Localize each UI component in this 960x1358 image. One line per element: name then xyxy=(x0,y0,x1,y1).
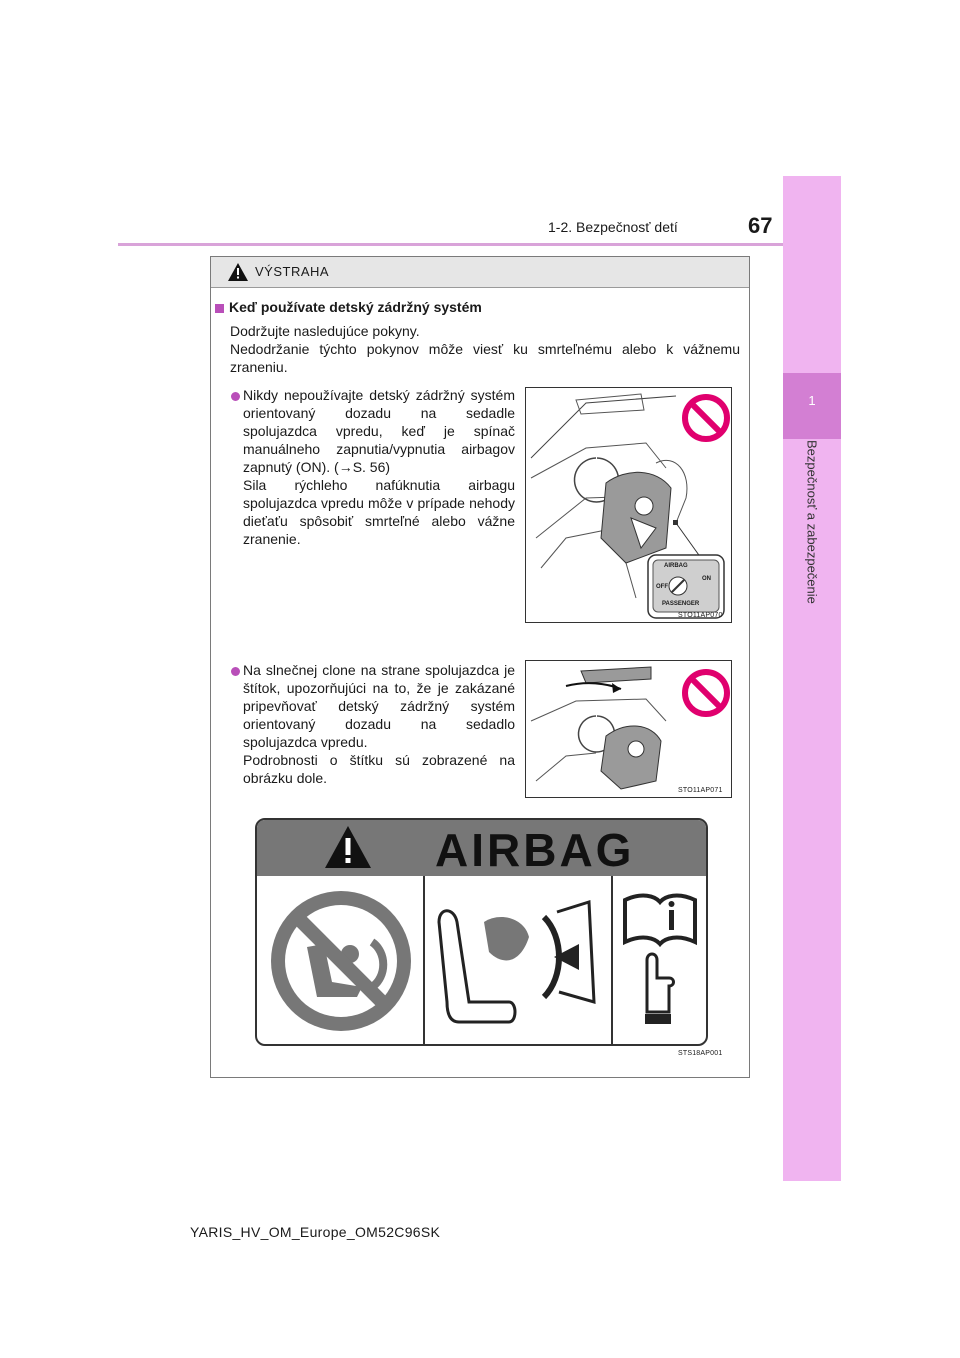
bullet-2-line-1: Na slnečnej clone na strane spolujazdca je štítok, upozorňujúci na to, že je zakázané pripevňovať detský zádržný systém orientovaný dozadu na sedadlo spolujazdca vpredu. xyxy=(243,662,515,750)
figure-code: STO11AP071 xyxy=(678,787,723,794)
switch-passenger-label: PASSENGER xyxy=(662,601,700,607)
side-tab-label: Bezpečnosť a zabezpečenie xyxy=(804,440,820,604)
warning-header xyxy=(211,257,749,288)
bullet-1-line-1: Nikdy nepoužívajte detský zádržný systém orientovaný dozadu na sedadle spolujazdca vpredu, keď je spínač manuálneho zapnutia/vypnutia airbagov zapnutý (ON). (→S. 56) xyxy=(243,387,515,475)
figure-sun-visor-label xyxy=(525,660,732,798)
document-id: YARIS_HV_OM_Europe_OM52C96SK xyxy=(190,1224,441,1240)
side-tab-label-wrap xyxy=(783,440,841,730)
no-rear-facing-seat-icon xyxy=(262,882,420,1040)
warning-title: VÝSTRAHA xyxy=(255,264,330,279)
bullet-1-line-2: Sila rýchleho nafúknutia airbagu spolujazdca vpredu môže v prípade nehody dieťaťu spôsobiť smrteľné alebo vážne zranenie. xyxy=(243,477,515,547)
airbag-label-figure xyxy=(255,818,708,1046)
figure-child-seat-switch xyxy=(525,387,732,623)
warning-intro xyxy=(230,322,740,376)
warning-subtitle: Keď používate detský zádržný systém xyxy=(229,299,482,315)
intro-line-2: Nedodržanie týchto pokynov môže viesť ku smrteľnému alebo k vážnemu zraneniu. xyxy=(230,341,740,375)
bullet-2-line-2: Podrobnosti o štítku sú zobrazené na obrázku dole. xyxy=(243,752,515,786)
airbag-label-word: AIRBAG xyxy=(435,824,635,876)
read-manual-icon xyxy=(617,882,703,1040)
page-number: 67 xyxy=(748,213,773,238)
sun-visor-illustration xyxy=(526,661,731,797)
bullet-2-text xyxy=(243,661,515,787)
warning-triangle-icon xyxy=(228,263,248,281)
divider xyxy=(423,876,425,1044)
bullet-dot-icon xyxy=(231,667,240,676)
switch-on-label: ON xyxy=(702,576,711,582)
airbag-warning-triangle-icon xyxy=(325,826,371,868)
side-tab-number: 1 xyxy=(808,393,816,408)
switch-airbag-label: AIRBAG xyxy=(664,563,688,569)
car-interior-illustration xyxy=(526,388,731,622)
section-title: 1-2. Bezpečnosť detí xyxy=(548,219,678,235)
airbag-deploy-seat-icon xyxy=(429,882,607,1040)
header-rule xyxy=(118,243,783,246)
switch-off-label: OFF xyxy=(656,584,668,590)
bullet-dot-icon xyxy=(231,392,240,401)
square-bullet-icon xyxy=(215,304,224,313)
figure-code: STO11AP070 xyxy=(678,612,723,619)
bullet-1-text xyxy=(243,386,515,548)
divider xyxy=(611,876,613,1044)
airbag-label-figure-code: STS18AP001 xyxy=(678,1050,723,1057)
intro-line-1: Dodržujte nasledujúce pokyny. xyxy=(230,323,420,339)
